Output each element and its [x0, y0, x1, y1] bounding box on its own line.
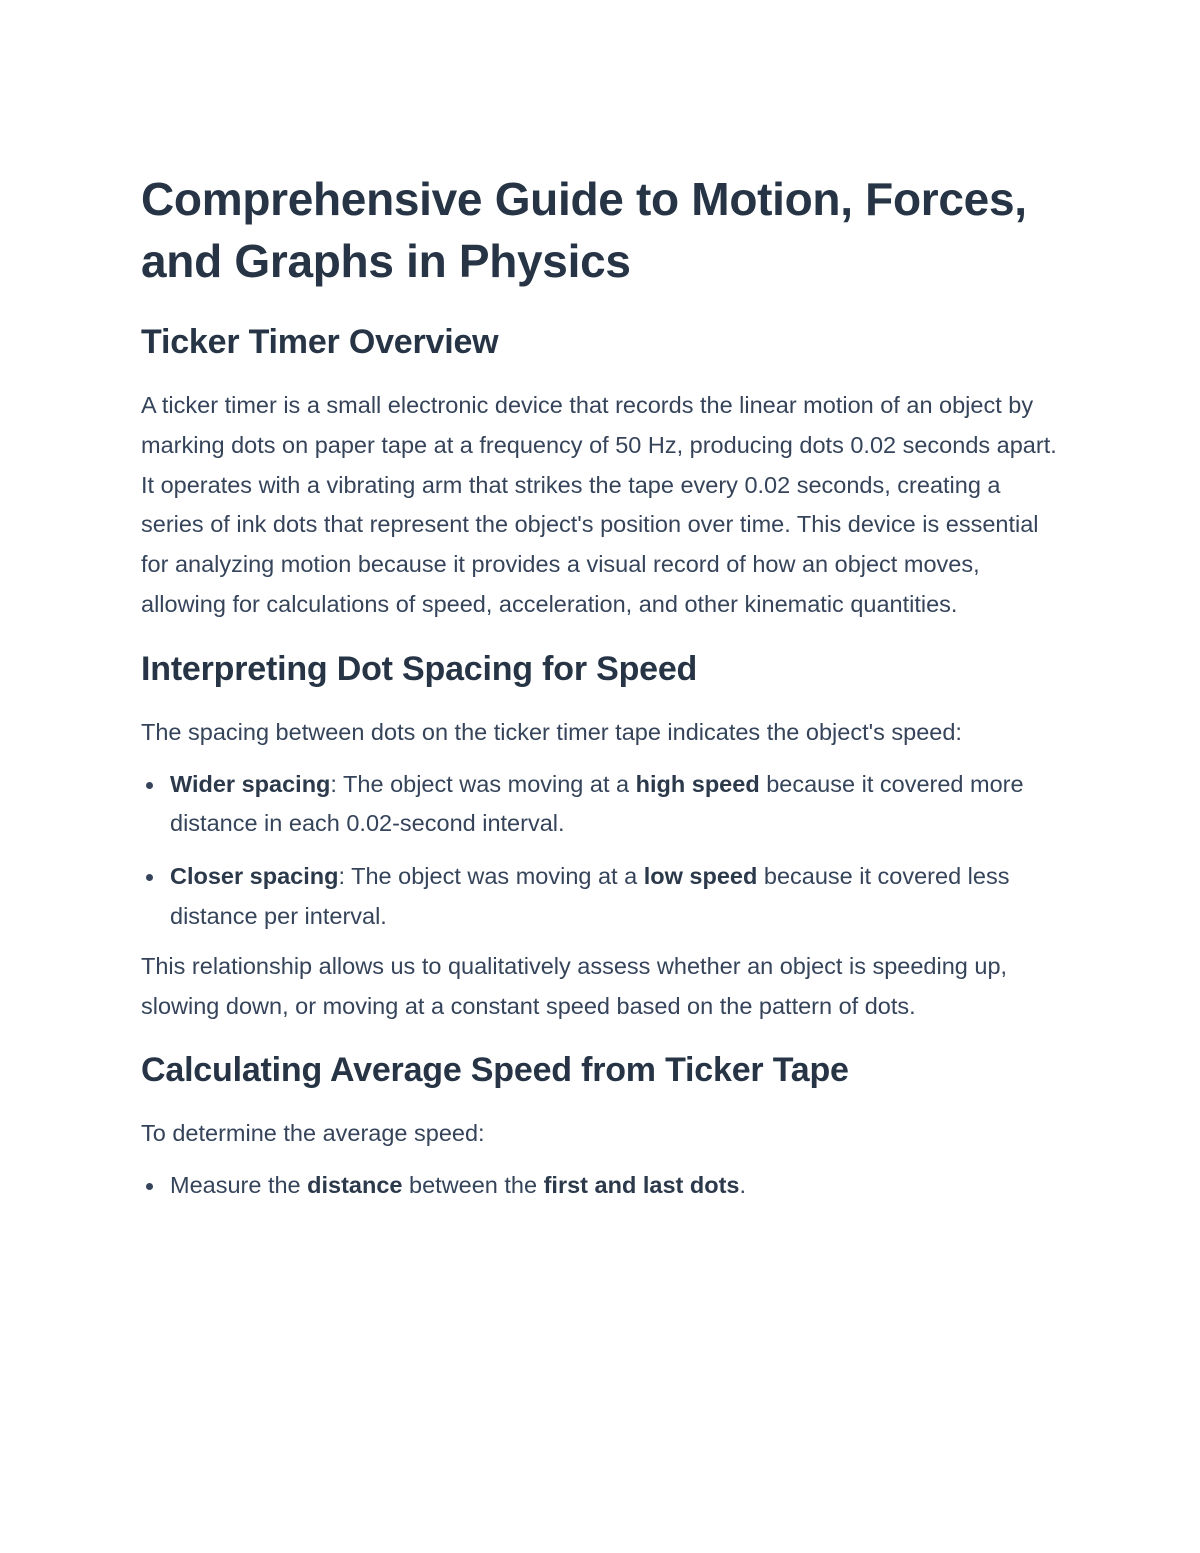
document-title: Comprehensive Guide to Motion, Forces, and Graphs in Physics — [141, 173, 1027, 287]
list-item — [170, 1166, 1061, 1206]
dot-spacing-list — [141, 765, 1061, 937]
list-item-text: because it covered less distance per interval. — [170, 863, 1010, 929]
list-item-text: between the — [402, 1172, 544, 1199]
ticker-timer-paragraph: A ticker timer is a small electronic device that records the linear motion of an object by marking dots on paper tape at a frequency of 50 Hz, producing dots 0.02 seconds apart. It operates with a vibrating arm that strikes the tape every 0.02 seconds, creating a series of ink dots that represent the object's position over time. This device is essential for analyzing motion because it provides a visual record of how an object moves, allowing for calculations of speed, acceleration, and other kinematic quantities. — [141, 392, 1057, 617]
list-item-emphasis: high speed — [635, 770, 760, 797]
average-speed-intro: To determine the average speed: — [141, 1120, 485, 1147]
list-item-text: Measure the — [170, 1172, 308, 1199]
list-item-text: : The object was moving at a — [338, 863, 644, 890]
dot-spacing-intro: The spacing between dots on the ticker timer tape indicates the object's speed: — [141, 718, 962, 745]
list-item — [170, 857, 1061, 937]
section-heading-average-speed: Calculating Average Speed from Ticker Tape — [141, 1051, 849, 1090]
list-item-text: because it covered more distance in each 0.02-second interval. — [170, 770, 1024, 837]
list-item-emphasis: low speed — [643, 863, 758, 890]
section-heading-ticker-timer: Ticker Timer Overview — [141, 323, 499, 361]
section-heading-dot-spacing: Interpreting Dot Spacing for Speed — [141, 649, 698, 688]
list-item-text: : The object was moving at a — [330, 770, 636, 797]
list-item-text: . — [739, 1172, 747, 1199]
document-page — [141, 168, 1061, 1206]
list-item-term: Closer spacing — [170, 863, 339, 890]
list-item-term: Wider spacing — [170, 770, 331, 797]
average-speed-list — [141, 1166, 1061, 1206]
dot-spacing-outro: This relationship allows us to qualitatively assess whether an object is speeding up, slowing down, or moving at a constant speed based on the pattern of dots. — [141, 952, 1008, 1019]
list-item-emphasis: distance — [307, 1172, 403, 1199]
list-item-emphasis: first and last dots — [543, 1172, 740, 1199]
list-item — [170, 765, 1061, 845]
